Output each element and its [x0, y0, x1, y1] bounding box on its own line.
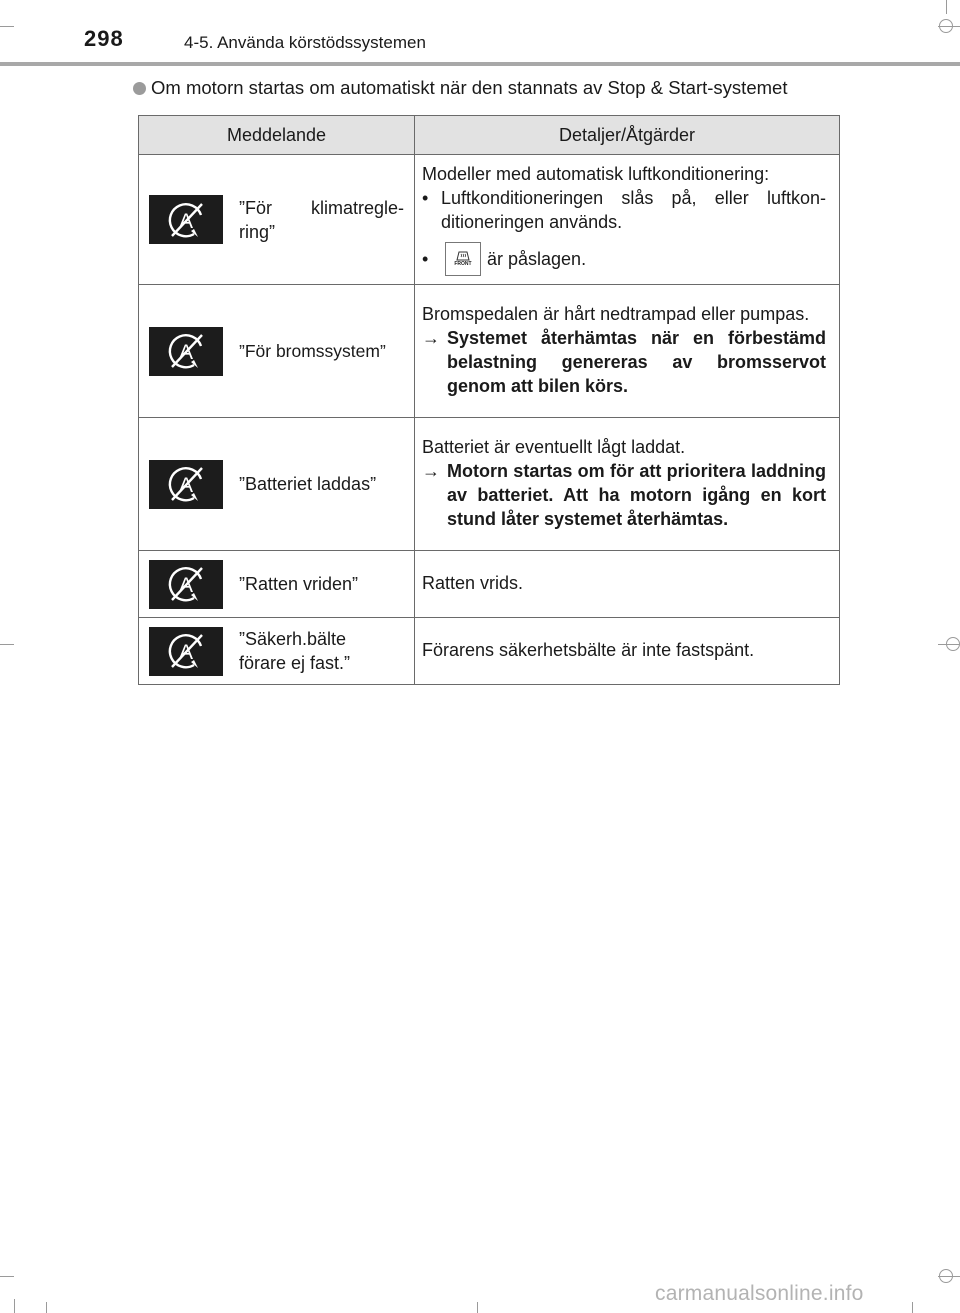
detail-bullet-text: är påslagen. [487, 248, 587, 269]
page-header [0, 0, 960, 66]
detail-lead: Batteriet är eventuellt lågt laddat. [422, 437, 686, 457]
message-text: ”Ratten vriden” [239, 574, 359, 594]
table-row [139, 155, 840, 285]
front-button-label: FRONT [454, 261, 472, 267]
section-title: 4-5. Använda körstödssystemen [184, 33, 426, 52]
crop-mark [477, 1302, 478, 1313]
bullet-symbol: • [422, 248, 429, 269]
bullet-dot [133, 82, 146, 95]
list-item [422, 326, 826, 398]
stop-start-warning-icon [149, 627, 223, 676]
table-row [139, 551, 840, 618]
message-cell [139, 551, 415, 618]
column-header-message: Meddelande [139, 116, 415, 155]
arrow-symbol: → [422, 461, 440, 481]
stop-start-warning-icon [149, 195, 223, 244]
detail-action-text: Motorn startas om för att prioritera laddning av batteriet. Att ha motorn igång en kort stund låter systemet återhämtas. [447, 461, 826, 529]
stop-start-warning-icon [149, 327, 223, 376]
detail-lead: Modeller med automatisk luftkonditionering: [422, 163, 770, 184]
icon-letter: A [178, 474, 194, 497]
detail-lead: Ratten vrids. [422, 573, 524, 593]
details-cell [415, 418, 840, 551]
crop-mark [912, 1302, 913, 1313]
table-row [139, 618, 840, 685]
message-cell [139, 155, 415, 285]
crop-mark [0, 644, 14, 645]
crop-mark [0, 1276, 14, 1277]
column-header-details: Detaljer/Åtgärder [415, 116, 840, 155]
icon-letter: A [178, 209, 194, 233]
bullet-symbol: • [422, 187, 429, 208]
message-cell [139, 418, 415, 551]
detail-lead: Förarens säkerhetsbälte är inte fastspänt. [422, 640, 755, 660]
crop-mark [14, 1299, 15, 1313]
message-text: ”Säkerh.bälte förare ej fast.” [239, 629, 351, 673]
details-cell [415, 285, 840, 418]
icon-letter: A [178, 574, 194, 597]
list-item [422, 186, 826, 234]
arrow-symbol: → [422, 328, 440, 348]
detail-lead: Bromspedalen är hårt nedtrampad eller pumpas. [422, 304, 810, 324]
registration-circle [939, 1269, 953, 1283]
list-item [422, 459, 826, 531]
table-row [139, 418, 840, 551]
page-number: 298 [84, 26, 124, 51]
header-rule [0, 62, 960, 66]
crop-mark [46, 1302, 47, 1313]
details-cell [415, 551, 840, 618]
table-header-row [139, 116, 840, 155]
icon-letter: A [178, 341, 194, 364]
details-cell [415, 155, 840, 285]
icon-letter: A [178, 641, 194, 664]
stop-start-warning-icon [149, 460, 223, 509]
stop-start-warning-icon [149, 560, 223, 609]
registration-circle [946, 637, 960, 651]
front-defogger-button-icon [445, 242, 481, 276]
message-cell [139, 618, 415, 685]
table-row [139, 285, 840, 418]
intro-text: Om motorn startas om automatiskt när den stannats av Stop & Start-systemet [151, 77, 788, 98]
message-text: ”För klimatregle-ring” [239, 197, 404, 242]
detail-bullet-text: Luftkonditioneringen slås på, eller luftkon-ditioneringen används. [441, 187, 826, 232]
watermark: carmanualsonline.info [655, 1282, 864, 1305]
intro-paragraph [133, 77, 787, 99]
list-item [422, 242, 826, 276]
message-text: ”För bromssystem” [239, 341, 386, 361]
detail-action-text: Systemet återhämtas när en förbestämd belastning genereras av bromsservot genom att bilen körs. [447, 328, 826, 396]
message-text: ”Batteriet laddas” [239, 474, 377, 494]
message-cell [139, 285, 415, 418]
details-cell [415, 618, 840, 685]
message-table [138, 115, 840, 685]
